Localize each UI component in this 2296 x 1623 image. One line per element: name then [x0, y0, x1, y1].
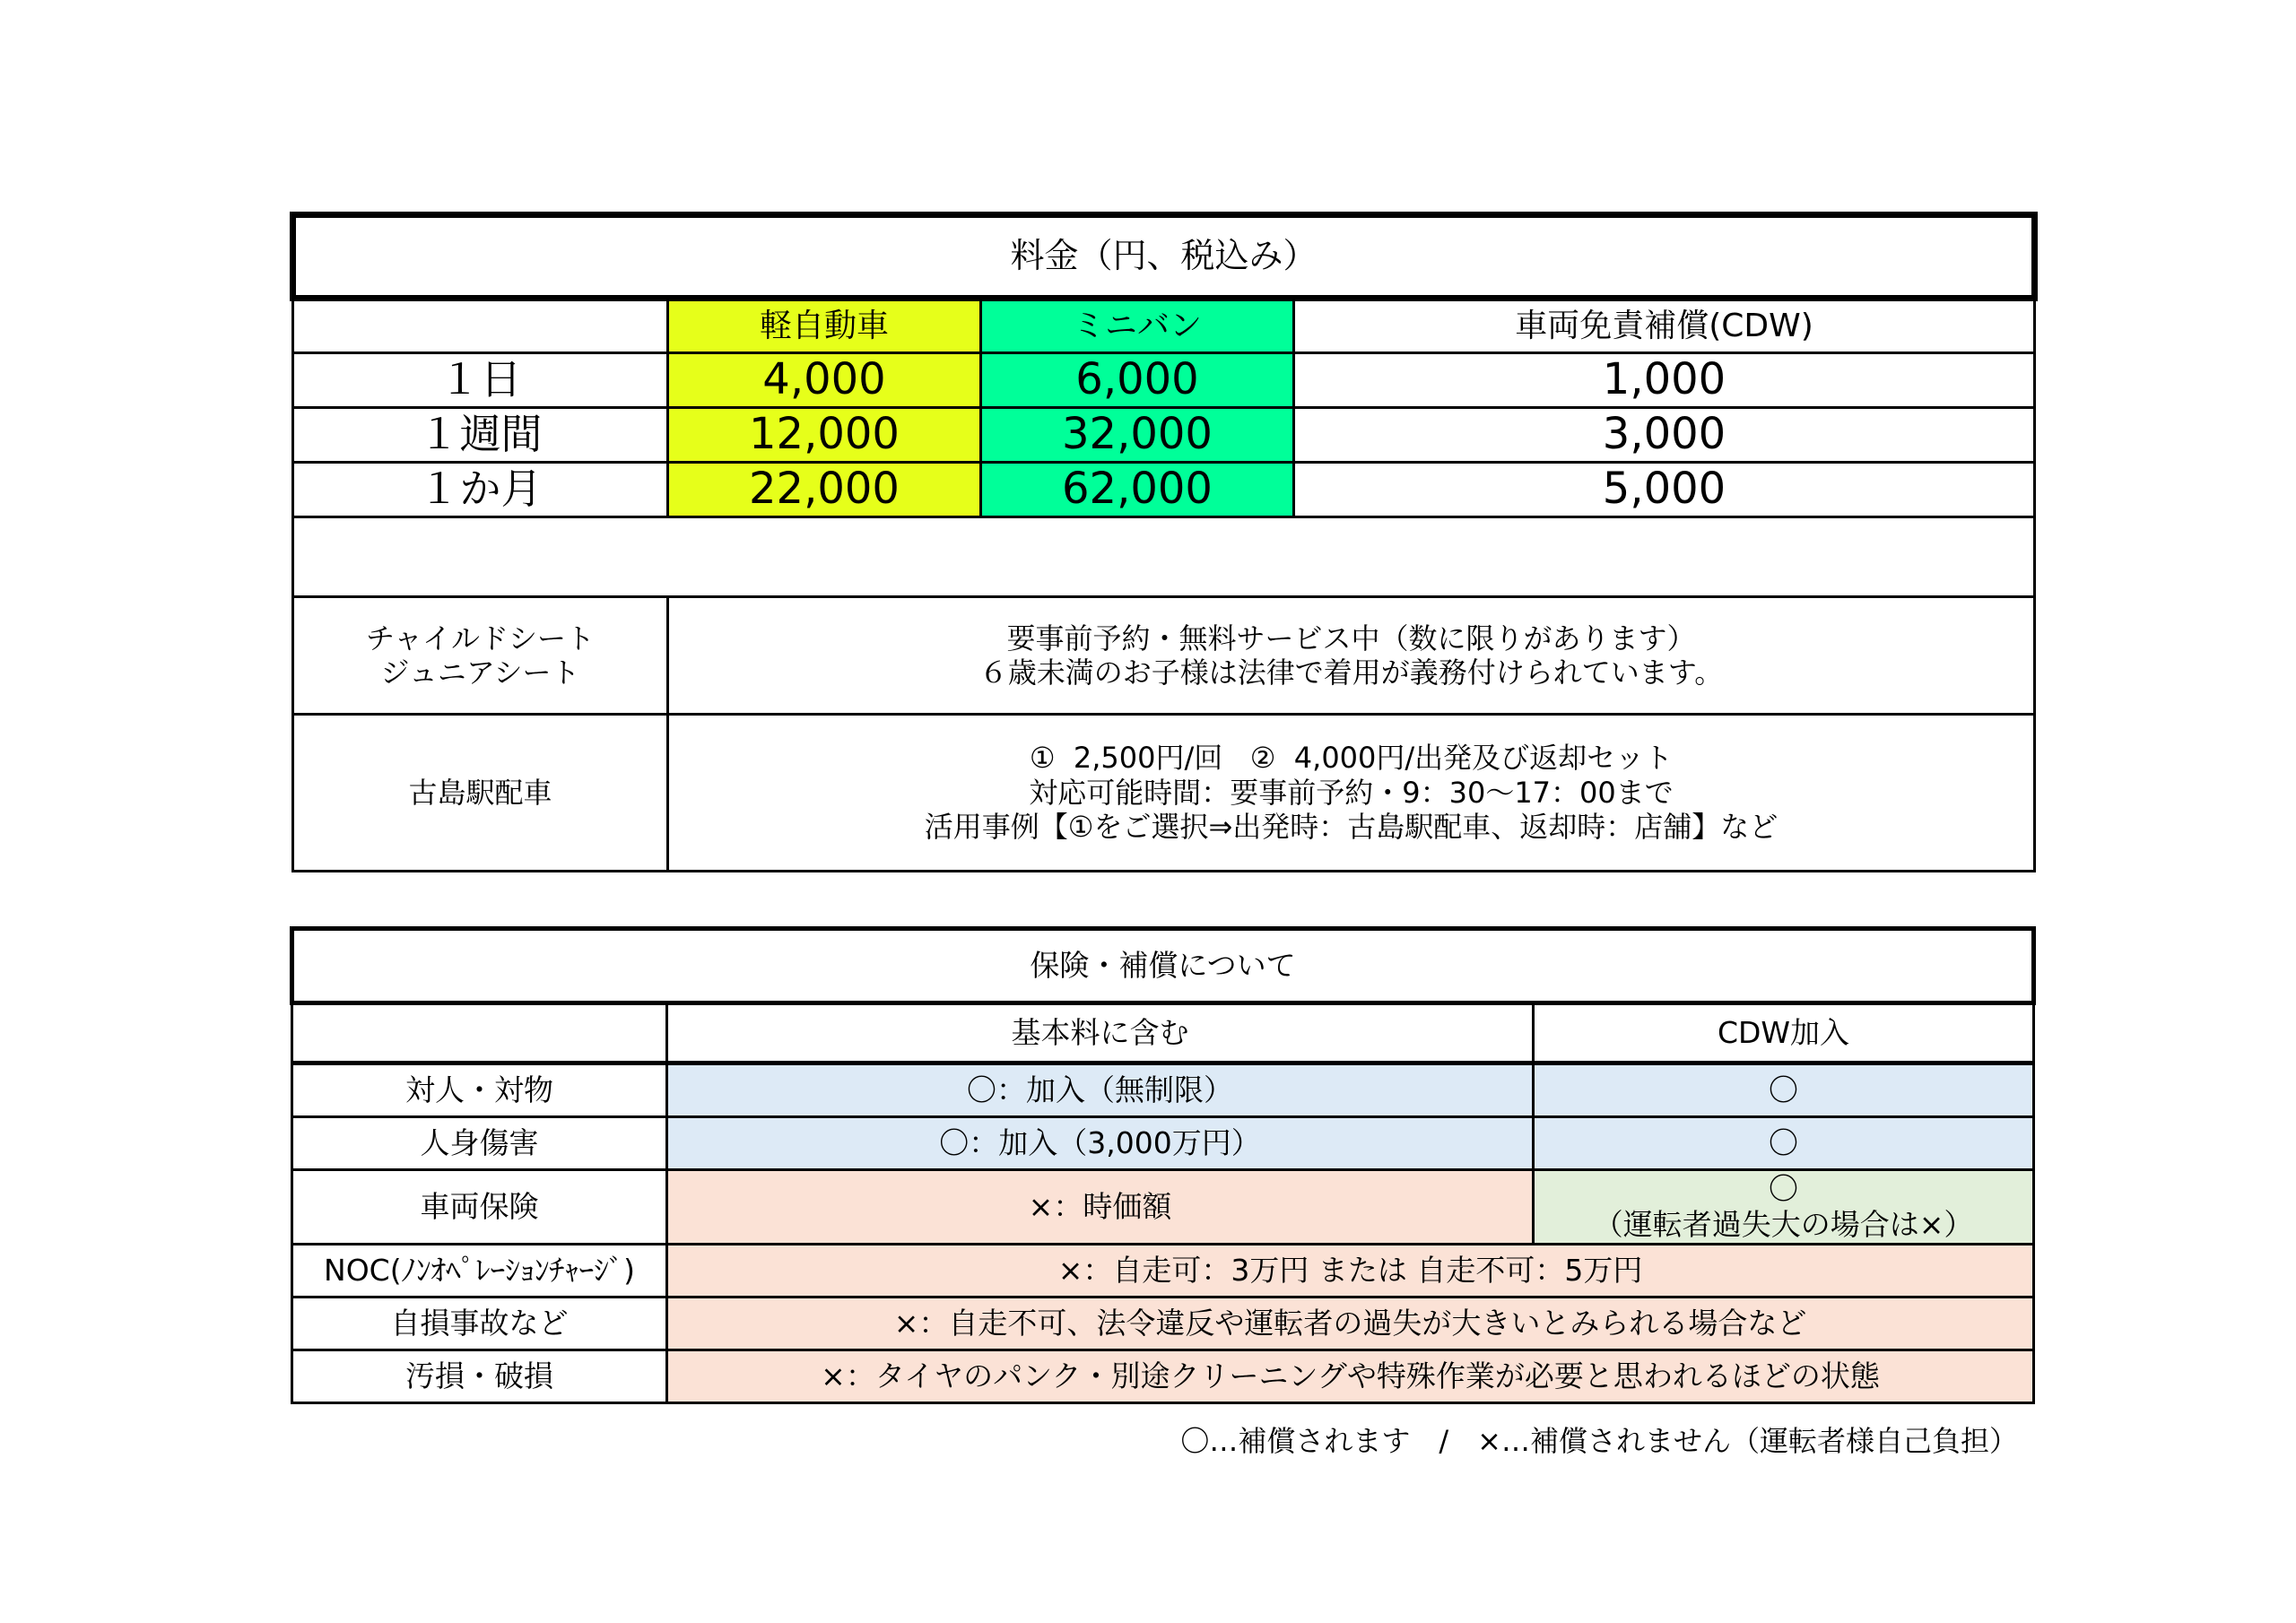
insurance-row-vehicle [292, 1170, 2034, 1245]
insurance-label: 自損事故など [292, 1298, 667, 1350]
insurance-row-noc [292, 1245, 2034, 1298]
station-row [293, 715, 2035, 872]
insurance-row-damage [292, 1350, 2034, 1403]
kei-price: 4,000 [668, 353, 981, 408]
price-header-empty [293, 299, 668, 353]
price-row-day [293, 353, 2035, 408]
period-label: １か月 [293, 463, 668, 517]
station-text-line: 活用事例【①をご選択⇒出発時：古島駅配車、返却時：店舗】など [924, 810, 1779, 845]
price-table-title: 料金（円、税込み） [293, 215, 2035, 299]
station-text-line: ① 2,500円/回 ② 4,000円/出発及び返却セット [1029, 741, 1674, 776]
spacer-cell [293, 517, 2035, 597]
basic-header: 基本料に含む [667, 1003, 1534, 1063]
basic-coverage: 〇：加入（無制限） [667, 1063, 1534, 1117]
station-text-line: 対応可能時間：要事前予約・9：30～17：00まで [1029, 775, 1674, 810]
cdw-price: 5,000 [1294, 463, 2035, 517]
minivan-price: 32,000 [981, 408, 1294, 463]
kei-price: 22,000 [668, 463, 981, 517]
price-header-row [293, 299, 2035, 353]
spacer-row [293, 517, 2035, 597]
price-table [290, 212, 2038, 872]
period-label: １週間 [293, 408, 668, 463]
minivan-price: 62,000 [981, 463, 1294, 517]
station-text [668, 715, 2035, 872]
price-row-week [293, 408, 2035, 463]
insurance-label: NOC(ﾉﾝｵﾍﾟﾚｰｼｮﾝﾁｬｰｼﾞ) [292, 1245, 667, 1298]
basic-coverage: ×：時価額 [667, 1170, 1534, 1245]
merged-coverage: ×：自走可：3万円 または 自走不可：5万円 [667, 1245, 2034, 1298]
minivan-header: ミニバン [981, 299, 1294, 353]
price-row-month [293, 463, 2035, 517]
insurance-row-self-accident [292, 1298, 2034, 1350]
station-label: 古島駅配車 [293, 715, 668, 872]
cdw-coverage: 〇 [1534, 1063, 2034, 1117]
basic-coverage: 〇：加入（3,000万円） [667, 1117, 1534, 1170]
merged-coverage: ×：自走不可、法令違反や運転者の過失が大きいとみられる場合など [667, 1298, 2034, 1350]
merged-coverage: ×：タイヤのパンク・別途クリーニングや特殊作業が必要と思われるほどの状態 [667, 1350, 2034, 1403]
insurance-label: 汚損・破損 [292, 1350, 667, 1403]
legend-note: 〇…補償されます / ×…補償されません（運転者様自己負担） [1180, 1424, 2018, 1458]
cdw-coverage-mark: 〇 [1769, 1171, 1799, 1207]
minivan-price: 6,000 [981, 353, 1294, 408]
child-seat-row [293, 597, 2035, 715]
insurance-header-empty [292, 1003, 667, 1063]
cdw-price: 3,000 [1294, 408, 2035, 463]
junior-seat-label-line: ジュニアシート [380, 655, 580, 690]
kei-header: 軽自動車 [668, 299, 981, 353]
period-label: １日 [293, 353, 668, 408]
insurance-row-liability [292, 1063, 2034, 1117]
child-seat-text [668, 597, 2035, 715]
cdw-coverage [1534, 1170, 2034, 1245]
insurance-table [290, 926, 2036, 1404]
insurance-header-row [292, 1003, 2034, 1063]
cdw-coverage-note: （運転者過失大の場合は×） [1593, 1207, 1974, 1242]
insurance-label: 車両保険 [292, 1170, 667, 1245]
cdw-join-header: CDW加入 [1534, 1003, 2034, 1063]
child-seat-text-line: 要事前予約・無料サービス中（数に限りがあります） [1006, 621, 1696, 655]
child-seat-label-line: チャイルドシート [365, 621, 596, 655]
insurance-label: 対人・対物 [292, 1063, 667, 1117]
child-seat-label [293, 597, 668, 715]
insurance-label: 人身傷害 [292, 1117, 667, 1170]
cdw-price: 1,000 [1294, 353, 2035, 408]
child-seat-text-line: ６歳未満のお子様は法律で着用が義務付けられています。 [978, 655, 1724, 690]
insurance-row-personal-injury [292, 1117, 2034, 1170]
cdw-header: 車両免責補償(CDW) [1294, 299, 2035, 353]
cdw-coverage: 〇 [1534, 1117, 2034, 1170]
kei-price: 12,000 [668, 408, 981, 463]
insurance-table-title: 保険・補償について [292, 929, 2034, 1003]
